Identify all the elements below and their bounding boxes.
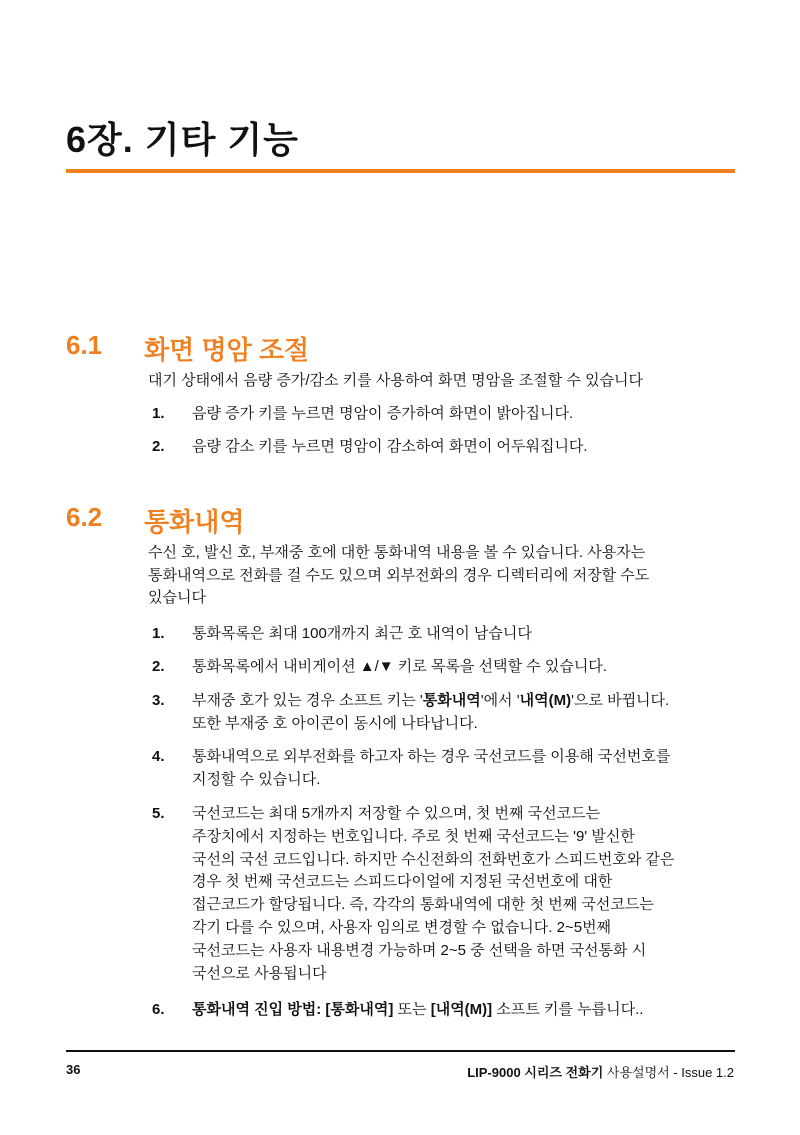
softkey-label: 내역(M) — [519, 692, 572, 709]
softkey-label: [내역(M)] — [430, 1001, 493, 1018]
section-heading-6-1 — [66, 330, 666, 364]
item-text: 국선으로 사용됩니다 — [192, 964, 327, 982]
item-text: 통화목록은 최대 100개까지 최근 호 내역이 남습니다 — [192, 625, 532, 642]
page-number: 36 — [66, 1062, 81, 1077]
item-text: 통화목록에서 내비게이션 ▲/▼ 키로 목록을 선택할 수 있습니다. — [192, 658, 607, 675]
intro-line: 수신 호, 발신 호, 부재중 호에 대한 통화내역 내용을 볼 수 있습니다. 사용자는 — [148, 544, 646, 561]
section-number: 6.1 — [66, 330, 103, 360]
item-text: 각기 다를 수 있으며, 사용자 임의로 변경할 수 없습니다. 2~5번째 — [192, 918, 612, 936]
document-title — [467, 1062, 734, 1081]
text-run: '에서 ' — [480, 692, 520, 709]
section-number: 6.2 — [66, 502, 103, 532]
item-text — [192, 690, 669, 713]
section-intro — [148, 542, 649, 610]
item-text: 경우 첫 번째 국선코드는 스피드다이얼에 지정된 국선번호에 대한 — [192, 873, 613, 891]
item-text: 지정할 수 있습니다. — [192, 770, 321, 788]
item-number: 1. — [152, 405, 165, 422]
item-number: 2. — [152, 658, 165, 675]
chapter-title: 6장. 기타 기능 — [66, 119, 299, 160]
intro-line: 있습니다 — [148, 589, 206, 606]
item-number: 3. — [152, 692, 165, 709]
item-text: 또한 부재중 호 아이콘이 동시에 나타납니다. — [192, 714, 478, 732]
section-title: 화면 명암 조절 — [144, 335, 310, 365]
item-text — [192, 999, 643, 1022]
item-text: 음량 증가 키를 누르면 명암이 증가하여 화면이 밝아집니다. — [192, 405, 574, 422]
text-run: 또는 — [393, 1001, 431, 1018]
item-number: 2. — [152, 438, 165, 455]
section-heading-6-2 — [66, 502, 666, 536]
item-number: 4. — [152, 748, 165, 765]
item-number: 5. — [152, 805, 165, 822]
item-text: 국선코드는 사용자 내용변경 가능하며 2~5 중 선택을 하면 국선통화 시 — [192, 941, 647, 959]
item-text: 접근코드가 할당됩니다. 즉, 각각의 통화내역에 대한 첫 번째 국선코드는 — [192, 896, 654, 914]
text-run: '으로 바뀝니다. — [571, 692, 670, 709]
item-number: 1. — [152, 625, 165, 642]
text-run: 통화내역 진입 방법: [통화내역] — [192, 1001, 394, 1018]
section-title: 통화내역 — [144, 507, 245, 537]
item-number: 6. — [152, 1001, 165, 1018]
item-text: 주장치에서 지정하는 번호입니다. 주로 첫 번째 국선코드는 '9' 발신한 — [192, 827, 635, 845]
item-text: 국선코드는 최대 5개까지 저장할 수 있으며, 첫 번째 국선코드는 — [192, 805, 601, 822]
intro-line: 통화내역으로 전화를 걸 수도 있으며 외부전화의 경우 디렉터리에 저장할 수도 — [148, 566, 650, 584]
text-run: 부재중 호가 있는 경우 소프트 키는 ' — [192, 692, 423, 709]
item-text: 국선의 국선 코드입니다. 하지만 수신전화의 전화번호가 스피드번호와 같은 — [192, 850, 675, 868]
footer-divider — [66, 1050, 735, 1052]
doc-issue: 사용설명서 - Issue 1.2 — [603, 1065, 734, 1080]
product-name: LIP-9000 시리즈 전화기 — [467, 1065, 604, 1080]
softkey-label: 통화내역 — [422, 692, 481, 709]
section-intro: 대기 상태에서 음량 증가/감소 키를 사용하여 화면 명암을 조절할 수 있습니다 — [148, 372, 644, 389]
item-text: 통화내역으로 외부전화를 하고자 하는 경우 국선코드를 이용해 국선번호를 — [192, 748, 671, 765]
text-run: 소프트 키를 누릅니다.. — [492, 1001, 644, 1018]
item-text: 음량 감소 키를 누르면 명암이 감소하여 화면이 어두워집니다. — [192, 438, 588, 455]
title-divider — [66, 169, 735, 173]
